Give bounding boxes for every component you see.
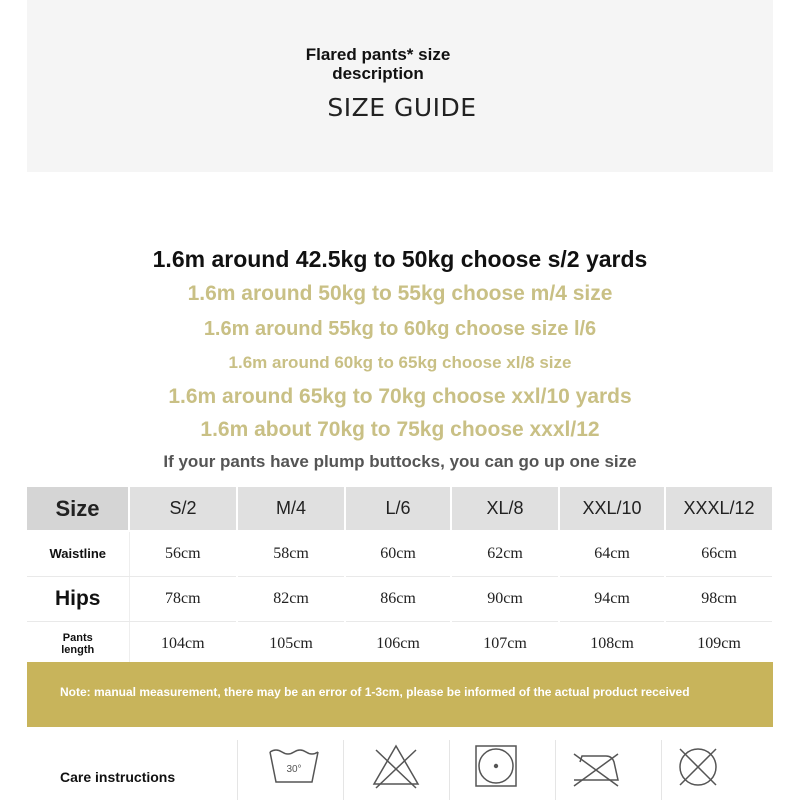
- table-cell: 56cm: [129, 531, 237, 576]
- size-table: [27, 487, 774, 667]
- care-divider: [661, 740, 662, 800]
- table-cell: 58cm: [237, 531, 345, 576]
- size-column-header: M/4: [237, 487, 345, 531]
- no-bleach-icon: [366, 740, 426, 795]
- size-guide-heading: [0, 93, 800, 122]
- table-cell: 104cm: [129, 621, 237, 666]
- page-title: [0, 45, 756, 83]
- note-text: Note: manual measurement, there may be an error of 1-3cm, please be informed of the actual product received: [60, 685, 690, 699]
- size-column-header: XXL/10: [559, 487, 665, 531]
- table-cell: 64cm: [559, 531, 665, 576]
- size-up-tip: If your pants have plump buttocks, you can go up one size: [163, 452, 637, 471]
- table-cell: 62cm: [451, 531, 559, 576]
- table-cell: 106cm: [345, 621, 451, 666]
- recommendation-line: 1.6m around 42.5kg to 50kg choose s/2 yards: [152, 246, 648, 272]
- table-cell: 60cm: [345, 531, 451, 576]
- row-label-hips: Hips: [27, 576, 129, 621]
- row-label-waistline: Waistline: [27, 531, 129, 576]
- size-column-header: XXXL/12: [665, 487, 773, 531]
- row-label-pants-length: [27, 621, 129, 666]
- size-column-header: S/2: [129, 487, 237, 531]
- table-row: [27, 576, 773, 621]
- table-cell: 82cm: [237, 576, 345, 621]
- table-cell: 108cm: [559, 621, 665, 666]
- no-iron-icon: [566, 740, 626, 795]
- no-dry-clean-icon: [668, 740, 728, 795]
- care-instructions-label: Care instructions: [60, 769, 176, 785]
- table-cell: 66cm: [665, 531, 773, 576]
- wash-temp-label: 30°: [286, 764, 302, 775]
- table-cell: 86cm: [345, 576, 451, 621]
- note-banner: [27, 662, 773, 727]
- recommendation-line: 1.6m around 55kg to 60kg choose size l/6: [203, 318, 597, 340]
- care-divider: [343, 740, 344, 800]
- table-cell: 109cm: [665, 621, 773, 666]
- table-row: [27, 621, 773, 666]
- table-cell: 98cm: [665, 576, 773, 621]
- table-cell: 94cm: [559, 576, 665, 621]
- recommendation-line: 1.6m around 65kg to 70kg choose xxl/10 yards: [168, 385, 632, 408]
- row-label-line: Pants: [62, 631, 93, 644]
- header-band: [27, 0, 773, 172]
- care-divider: [449, 740, 450, 800]
- table-cell: 78cm: [129, 576, 237, 621]
- care-divider: [237, 740, 238, 800]
- size-column-header: XL/8: [451, 487, 559, 531]
- care-divider: [555, 740, 556, 800]
- size-corner-cell: Size: [27, 487, 129, 531]
- recommendation-line: 1.6m around 50kg to 55kg choose m/4 size: [187, 282, 613, 305]
- size-header-row: [27, 487, 773, 531]
- recommendation-line: 1.6m about 70kg to 75kg choose xxxl/12: [200, 418, 600, 441]
- table-cell: 90cm: [451, 576, 559, 621]
- size-column-header: L/6: [345, 487, 451, 531]
- table-cell: 107cm: [451, 621, 559, 666]
- tumble-dry-low-icon: [466, 740, 526, 795]
- wash-30-icon: [264, 740, 324, 795]
- size-guide-text: SIZE GUIDE: [327, 93, 477, 122]
- recommendation-line: 1.6m around 60kg to 65kg choose xl/8 size: [228, 353, 572, 372]
- title-line-2: description: [332, 64, 424, 83]
- row-label-line: length: [61, 643, 95, 656]
- title-line-1: Flared pants* size: [305, 45, 451, 64]
- table-row: [27, 531, 773, 576]
- table-cell: 105cm: [237, 621, 345, 666]
